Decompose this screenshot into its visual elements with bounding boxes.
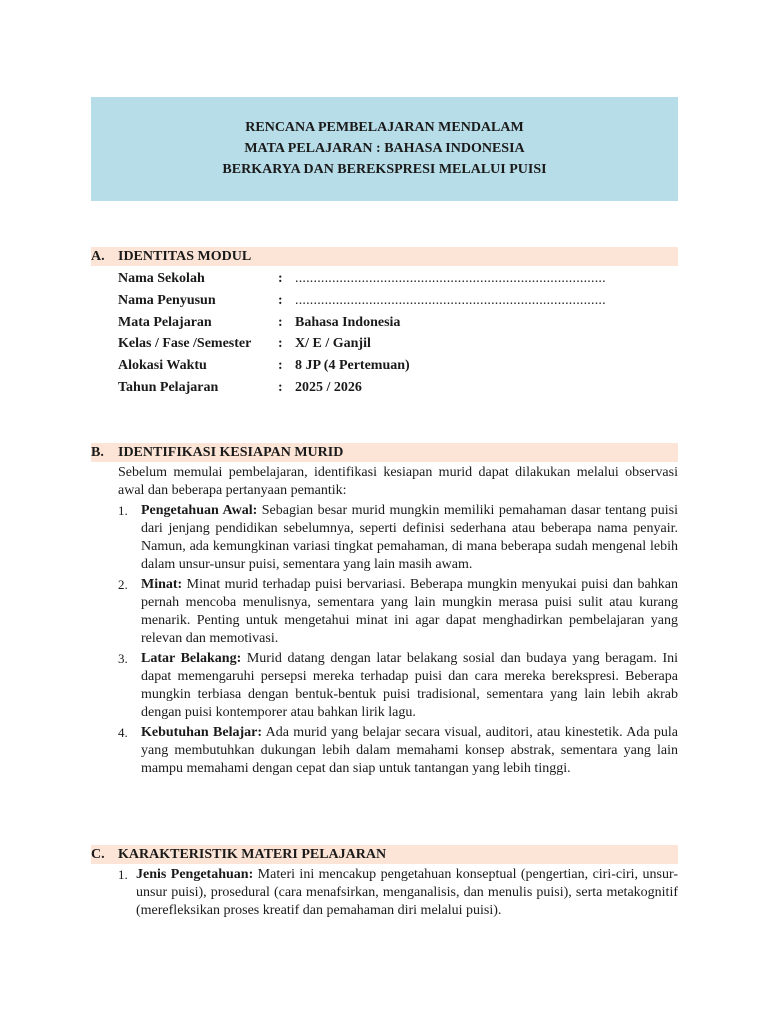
section-letter: B. xyxy=(91,445,104,460)
identity-value: X/ E / Ganjil xyxy=(295,336,371,352)
list-term: Kebutuhan Belajar: xyxy=(141,725,263,740)
identity-colon: : xyxy=(278,379,283,395)
identity-label: Mata Pelajaran xyxy=(118,314,212,330)
list-item xyxy=(118,724,678,778)
identity-row xyxy=(118,377,678,399)
identity-row xyxy=(118,312,678,334)
identity-label: Tahun Pelajaran xyxy=(118,379,219,395)
section-title: KARAKTERISTIK MATERI PELAJARAN xyxy=(118,847,387,862)
list-item xyxy=(118,576,678,648)
list-text: Sebagian besar murid mungkin memiliki pemahaman dasar tentang puisi dari jenjang pendidikan sebelumnya, seperti definisi sederhana atau beberapa nama penyair. Namun, ada kemungkinan variasi tingkat pemahaman, di mana beberapa sudah mengenal lebih dalam unsur-unsur puisi, sementara yang lain masih awam. xyxy=(141,503,678,572)
identity-value: Bahasa Indonesia xyxy=(295,314,401,330)
list-term: Jenis Pengetahuan: xyxy=(136,867,254,882)
section-heading xyxy=(91,845,678,864)
list-number: 2. xyxy=(118,577,128,592)
list-number: 1. xyxy=(118,867,128,882)
identity-table xyxy=(118,268,678,399)
readiness-list xyxy=(118,502,678,778)
section-title: IDENTITAS MODUL xyxy=(118,249,252,264)
list-item xyxy=(118,502,678,574)
identity-label: Nama Penyusun xyxy=(118,292,216,308)
title-line-3: BERKARYA DAN BEREKSPRESI MELALUI PUISI xyxy=(222,162,547,177)
list-text: Ada murid yang belajar secara visual, auditori, atau kinestetik. Ada pula yang membutuhkan dukungan lebih dalam memahami konsep abstrak, sementara yang lain mampu memahami dengan cepat dan siap untuk tantangan yang lebih tinggi. xyxy=(141,725,678,776)
list-number: 3. xyxy=(118,651,128,666)
identity-row xyxy=(118,268,678,290)
list-term: Pengetahuan Awal: xyxy=(141,503,258,518)
identity-label: Kelas / Fase /Semester xyxy=(118,336,252,352)
identity-row xyxy=(118,355,678,377)
identity-label: Alokasi Waktu xyxy=(118,358,207,374)
identity-row xyxy=(118,290,678,312)
intro-paragraph: Sebelum memulai pembelajaran, identifikasi kesiapan murid dapat dilakukan melalui observasi awal dan beberapa pertanyaan pemantik: xyxy=(118,465,678,498)
list-item xyxy=(118,866,678,920)
section-letter: A. xyxy=(91,249,105,264)
list-number: 4. xyxy=(118,725,128,740)
identity-label: Nama Sekolah xyxy=(118,271,205,286)
identity-colon: : xyxy=(278,292,283,308)
identity-value: 8 JP (4 Pertemuan) xyxy=(295,358,410,374)
identity-value: .................................................................................... xyxy=(295,292,606,308)
section-karakteristik-materi xyxy=(91,845,678,920)
section-identifikasi-kesiapan xyxy=(91,443,678,778)
identity-colon: : xyxy=(278,314,283,330)
identity-value: 2025 / 2026 xyxy=(295,379,362,395)
material-list xyxy=(118,866,678,920)
identity-row xyxy=(118,333,678,355)
section-title: IDENTIFIKASI KESIAPAN MURID xyxy=(118,445,344,460)
list-text: Murid datang dengan latar belakang sosial dan budaya yang beragam. Ini dapat memengaruhi persepsi mereka terhadap puisi dan cara mereka berekspresi. Beberapa mungkin terbiasa dengan bentuk-bentuk puisi tradisional, sementara yang lain lebih akrab dengan puisi kontemporer atau bahkan lirik lagu. xyxy=(141,651,679,720)
identity-colon: : xyxy=(278,336,283,352)
section-identitas-modul xyxy=(91,247,678,399)
section-heading xyxy=(91,247,678,266)
identity-value: .................................................................................... xyxy=(295,271,606,286)
list-term: Minat: xyxy=(141,577,183,592)
title-line-2: MATA PELAJARAN : BAHASA INDONESIA xyxy=(244,141,525,156)
identity-colon: : xyxy=(278,358,283,374)
title-line-1: RENCANA PEMBELAJARAN MENDALAM xyxy=(245,120,524,135)
list-number: 1. xyxy=(118,503,128,518)
list-term: Latar Belakang: xyxy=(141,651,242,666)
document-title-box xyxy=(91,97,678,201)
section-letter: C. xyxy=(91,847,105,862)
list-item xyxy=(118,650,678,722)
list-text: Minat murid terhadap puisi bervariasi. Beberapa mungkin menyukai puisi dan bahkan pernah mencoba menulisnya, sementara yang lain mungkin merasa puisi sulit atau kurang menarik. Penting untuk mengetahui minat ini agar dapat menghadirkan pembelajaran yang relevan dan memotivasi. xyxy=(141,577,678,646)
identity-colon: : xyxy=(278,271,283,286)
list-text: Materi ini mencakup pengetahuan konseptual (pengertian, ciri-ciri, unsur-unsur puisi), prosedural (cara menafsirkan, menganalisis, dan menulis puisi), serta metakognitif (merefleksikan proses kreatif dan pemahaman diri melalui puisi). xyxy=(136,867,678,918)
section-heading xyxy=(91,443,678,462)
